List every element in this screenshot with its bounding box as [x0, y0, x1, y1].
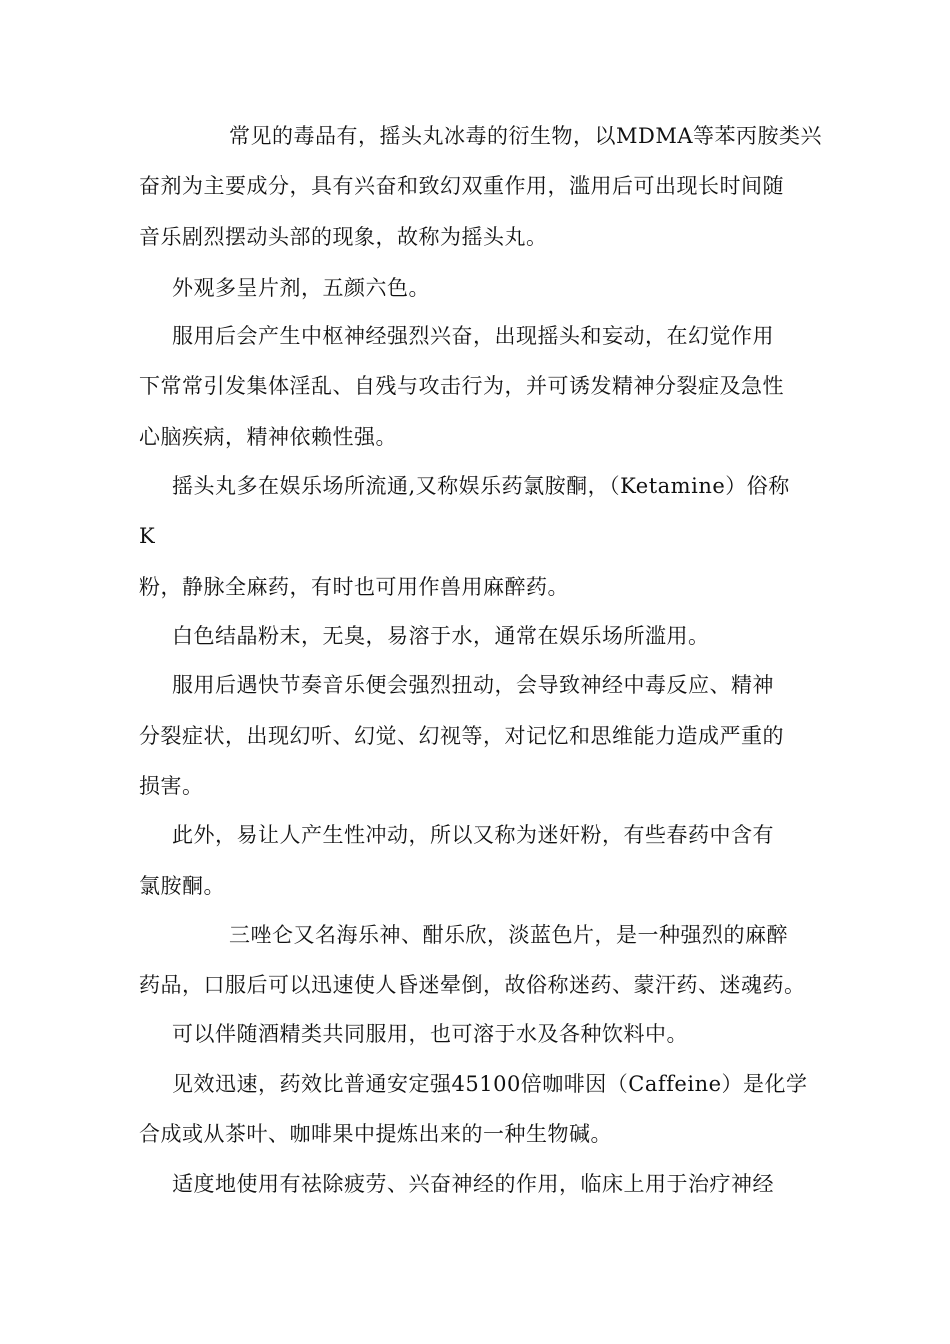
text-line-10: 粉，静脉全麻药，有时也可用作兽用麻醉药。 [139, 575, 569, 599]
text-line-2: 奋剂为主要成分，具有兴奋和致幻双重作用，滥用后可出现长时间随 [139, 174, 784, 198]
text-line-17: 三唑仑又名海乐神、酣乐欣，淡蓝色片，是一种强烈的麻醉 [229, 923, 788, 947]
text-line-20: 见效迅速，药效比普通安定强45100倍咖啡因（Caffeine）是化学 [172, 1072, 808, 1096]
text-line-14: 损害。 [139, 774, 204, 798]
text-line-7: 心脑疾病，精神依赖性强。 [139, 425, 397, 449]
text-line-8: 摇头丸多在娱乐场所流通,又称娱乐药氯胺酮，（Ketamine）俗称 [172, 474, 790, 498]
text-line-19: 可以伴随酒精类共同服用，也可溶于水及各种饮料中。 [172, 1022, 688, 1046]
text-line-6: 下常常引发集体淫乱、自残与攻击行为，并可诱发精神分裂症及急性 [139, 374, 784, 398]
text-line-4: 外观多呈片剂，五颜六色。 [172, 276, 430, 300]
text-line-21: 合成或从茶叶、咖啡果中提炼出来的一种生物碱。 [139, 1122, 612, 1146]
text-line-13: 分裂症状，出现幻听、幻觉、幻视等，对记忆和思维能力造成严重的 [139, 724, 784, 748]
text-line-11: 白色结晶粉末，无臭，易溶于水，通常在娱乐场所滥用。 [172, 624, 710, 648]
text-line-18: 药品，口服后可以迅速使人昏迷晕倒，故俗称迷药、蒙汗药、迷魂药。 [139, 973, 806, 997]
text-line-22: 适度地使用有祛除疲劳、兴奋神经的作用，临床上用于治疗神经 [172, 1172, 774, 1196]
text-line-1: 常见的毒品有，摇头丸冰毒的衍生物，以MDMA等苯丙胺类兴 [229, 124, 823, 148]
text-line-3: 音乐剧烈摆动头部的现象，故称为摇头丸。 [139, 225, 548, 249]
text-line-12: 服用后遇快节奏音乐便会强烈扭动，会导致神经中毒反应、精神 [172, 673, 774, 697]
text-line-5: 服用后会产生中枢神经强烈兴奋，出现摇头和妄动，在幻觉作用 [172, 324, 774, 348]
text-line-9: K [139, 524, 156, 548]
text-line-15: 此外，易让人产生性冲动，所以又称为迷奸粉，有些春药中含有 [172, 823, 774, 847]
text-line-16: 氯胺酮。 [139, 874, 225, 898]
